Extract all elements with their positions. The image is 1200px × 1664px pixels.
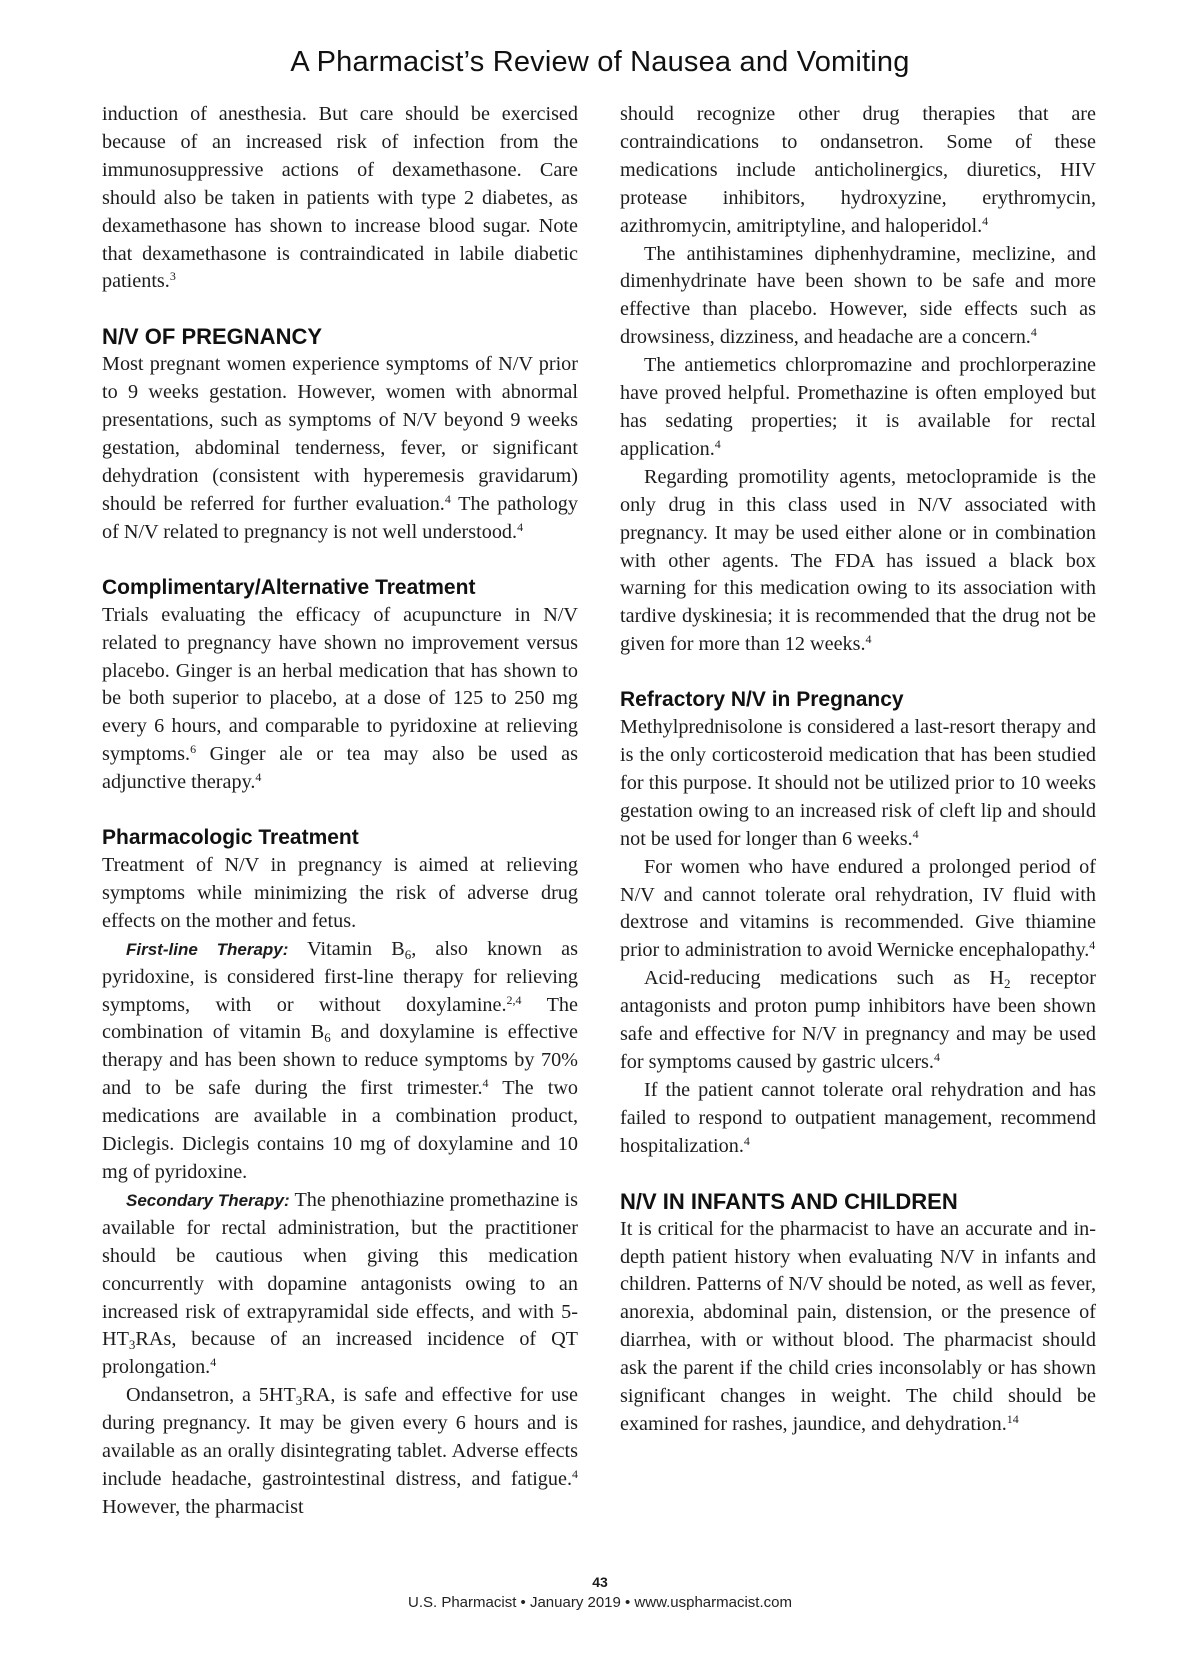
- paragraph: Trials evaluating the efficacy of acupuncture in N/V related to pregnancy have shown no improvement versus placebo. Ginger is an herbal medication that has shown to be both superior to placebo, at a dose of 125 to 250 mg every 6 hours, and comparable to pyridoxine at relieving symptoms.$^6$ Ginger ale or tea may also be used as adjunctive therapy.$^4$: [102, 603, 578, 794]
- paragraph: Treatment of N/V in pregnancy is aimed at relieving symptoms while minimizing the risk of adverse drug effects on the mother and fetus.: [102, 854, 578, 932]
- paragraph: First-line Therapy: Vitamin $B_6$, also known as pyridoxine, is considered first-line therapy for relieving symptoms, with or without doxylamine.$^{2,4}$ The combination of vitamin $B_6$ and doxylamine is effective therapy and has been shown to reduce symptoms by 70% and to be safe during the first trimester.$^4$ The two medications are available in a combination product, Diclegis. Diclegis contains 10 mg of doxylamine and 10 mg of pyridoxine.: [102, 937, 578, 1183]
- paragraph: It is critical for the pharmacist to have an accurate and in-depth patient history when evaluating N/V in infants and children. Patterns of N/V should be noted, as well as fever, anorexia, abdominal pain, distension, or the presence of diarrhea, with or without blood. The pharmacist should ask the parent if the child cries inconsolably or has shown significant changes in weight. The child should be examined for rashes, jaundice, and dehydration.$^{14}$: [620, 1217, 1096, 1435]
- paragraph: induction of anesthesia. But care should be exercised because of an increased risk of infection from the immunosuppressive actions of dexamethasone. Care should also be taken in patients with type 2 diabetes, as dexamethasone has shown to increase blood sugar. Note that dexamethasone is contraindicated in labile diabetic patients.$^3$: [102, 103, 578, 293]
- citation: 4: [933, 1050, 940, 1064]
- paragraph: The antihistamines diphenhydramine, meclizine, and dimenhydrinate have been shown to be safe and more effective than placebo. However, side effects such as drowsiness, dizziness, and headache are a concern.$^4$: [620, 242, 1096, 349]
- citation: 14: [1006, 1411, 1019, 1426]
- citation: 4: [865, 632, 872, 647]
- citation: 4: [444, 491, 451, 506]
- paragraph: Most pregnant women experience symptoms of N/V prior to 9 weeks gestation. However, women with abnormal presentations, such as symptoms of N/V beyond 9 weeks gestation, abdominal tenderness, fever, or significant dehydration (consistent with hyperemesis gravidarum) should be referred for further evaluation.$^4$ The pathology of N/V related to pregnancy is not well understood.$^4$: [102, 353, 578, 543]
- paragraph: Methylprednisolone is considered a last-resort therapy and is the only corticosteroid medication that has been studied for this purpose. It should not be utilized prior to 10 weeks gestation owing to an increased risk of cleft lip and should not be used for longer than 6 weeks.$^4$: [620, 716, 1096, 850]
- citation: 4: [1089, 938, 1096, 953]
- paragraph: The antiemetics chlorpromazine and prochlorperazine have proved helpful. Promethazine is often employed but has sedating properties; it is available for rectal application.$^4$: [620, 354, 1096, 460]
- paragraph: Ondansetron, a $5HT_3RA$, is safe and effective for use during pregnancy. It may be given every 6 hours and is available as an orally disintegrating tablet. Adverse effects include headache, gastrointestinal distress, and fatigue.$^4$ However, the pharmacist: [102, 1384, 578, 1518]
- paragraph: Regarding promotility agents, metoclopramide is the only drug in this class used in N/V associated with pregnancy. It may be used either alone or in combination with other agents. The FDA has issued a black box warning for this medication owing to its association with tardive dyskinesia; it is recommended that the drug not be given for more than 12 weeks.$^4$: [620, 465, 1096, 656]
- paragraph: Secondary Therapy: The phenothiazine promethazine is available for rectal administration, but the practitioner should be cautious when giving this medication concurrently with dopamine antagonists owing to an increased risk of extrapyramidal side effects, and with $5-HT_3RAs$, because of an increased incidence of QT prolongation.$^4$: [102, 1188, 578, 1379]
- citation: 3: [169, 269, 176, 284]
- citation: 2,4: [506, 992, 522, 1007]
- section-heading-infants: N/V IN INFANTS AND CHILDREN: [620, 1188, 958, 1214]
- running-head: A Pharmacist’s Review of Nausea and Vomiting: [290, 46, 910, 78]
- run-in-heading-first-line: First-line Therapy:: [126, 939, 289, 959]
- paragraph: If the patient cannot tolerate oral rehydration and has failed to respond to outpatient management, recommend hospitalization.$^4$: [620, 1078, 1096, 1157]
- citation: 4: [912, 826, 919, 841]
- citation: 4: [982, 213, 989, 228]
- page-number: 43: [592, 1574, 608, 1590]
- right-column: [620, 101, 1096, 1439]
- section-heading-pregnancy: N/V OF PREGNANCY: [102, 324, 323, 350]
- paragraph: For women who have endured a prolonged period of N/V and cannot tolerate oral rehydration, IV fluid with dextrose and vitamins is recommended. Give thiamine prior to administration to avoid Wernicke encephalopathy.$^4$: [620, 855, 1096, 962]
- paragraph: should recognize other drug therapies that are contraindications to ondansetron. Some of these medications include anticholinergics, diuretics, HIV protease inhibitors, hydroxyzine, erythromycin, azithromycin, amitriptyline, and haloperidol.$^4$: [620, 103, 1096, 237]
- citation: 4: [482, 1076, 489, 1091]
- left-column: [102, 101, 578, 1522]
- subsection-heading-refractory: Refractory N/V in Pregnancy: [620, 688, 904, 712]
- citation: 4: [1030, 325, 1037, 340]
- paragraph: Acid-reducing medications such as $H_2$ receptor antagonists and proton pump inhibitors have been shown safe and effective for N/V in pregnancy and may be used for symptoms caused by gastric ulcers.$^4$: [620, 967, 1096, 1073]
- citation: 4: [517, 519, 524, 534]
- citation: 4: [255, 770, 262, 785]
- footer-credit: U.S. Pharmacist • January 2019 • www.uspharmacist.com: [408, 1594, 792, 1611]
- citation: 4: [743, 1133, 750, 1148]
- citation: 4: [210, 1355, 217, 1370]
- citation: 4: [714, 436, 721, 451]
- run-in-heading-secondary: Secondary Therapy:: [126, 1190, 290, 1210]
- citation: 4: [572, 1466, 578, 1481]
- subsection-heading-complementary: Complimentary/Alternative Treatment: [102, 575, 476, 599]
- citation: 6: [190, 742, 197, 757]
- subsection-heading-pharmacologic: Pharmacologic Treatment: [102, 826, 359, 850]
